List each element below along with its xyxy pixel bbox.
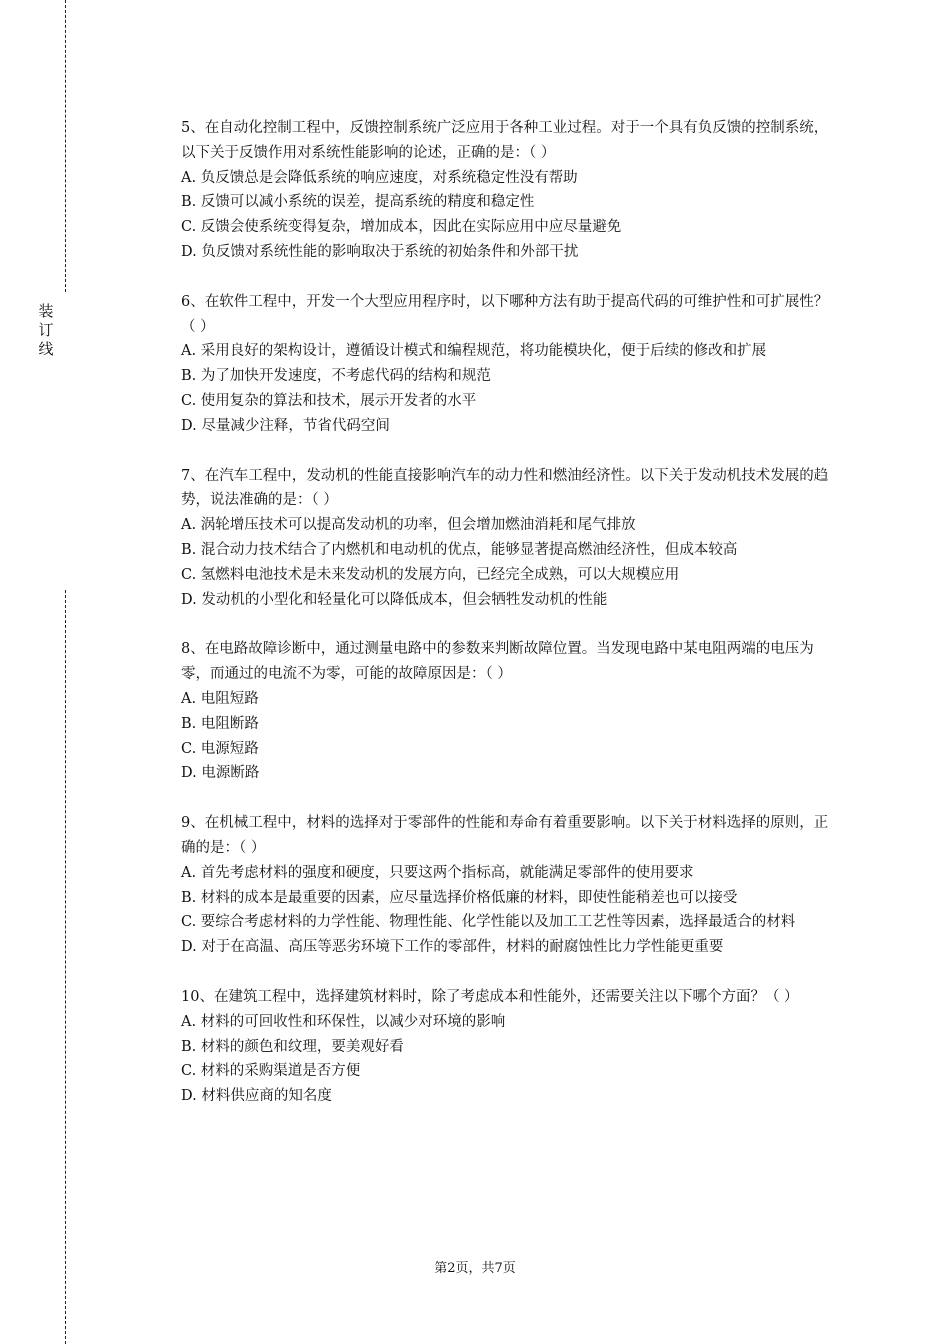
question-list <box>181 116 841 1134</box>
option-d: D. 尽量减少注释，节省代码空间 <box>181 417 390 434</box>
binding-dashed-line-top <box>65 0 66 292</box>
binding-char: 装 <box>38 302 54 320</box>
option-b: B. 反馈可以减小系统的误差，提高系统的精度和稳定性 <box>181 194 535 211</box>
question-6 <box>181 290 841 439</box>
option-a: A. 材料的可回收性和环保性，以减少对环境的影响 <box>181 1013 506 1030</box>
option-d: D. 对于在高温、高压等恶劣环境下工作的零部件，材料的耐腐蚀性比力学性能更重要 <box>181 939 724 956</box>
question-7 <box>181 464 841 613</box>
option-d: D. 负反馈对系统性能的影响取决于系统的初始条件和外部干扰 <box>181 243 579 260</box>
question-stem: 10、在建筑工程中，选择建筑材料时，除了考虑成本和性能外，还需要关注以下哪个方面？（ ） <box>181 988 799 1005</box>
option-a: A. 负反馈总是会降低系统的响应速度，对系统稳定性没有帮助 <box>181 169 578 186</box>
option-c: C. 反馈会使系统变得复杂，增加成本，因此在实际应用中应尽量避免 <box>181 219 622 236</box>
binding-dashed-line-bottom <box>65 590 66 1344</box>
option-c: C. 材料的采购渠道是否方便 <box>181 1063 361 1080</box>
option-b: B. 电阻断路 <box>181 715 259 732</box>
question-stem: 6、在软件工程中，开发一个大型应用程序时，以下哪种方法有助于提高代码的可维护性和可扩展性？（ ） <box>181 293 829 335</box>
option-c: C. 电源短路 <box>181 740 259 757</box>
option-a: A. 采用良好的架构设计，遵循设计模式和编程规范，将功能模块化，便于后续的修改和扩展 <box>181 343 767 360</box>
option-b: B. 材料的成本是最重要的因素，应尽量选择价格低廉的材料，即使性能稍差也可以接受 <box>181 889 738 906</box>
option-c: C. 氢燃料电池技术是未来发动机的发展方向，已经完全成熟，可以大规模应用 <box>181 566 680 583</box>
option-d: D. 电源断路 <box>181 765 260 782</box>
option-a: A. 电阻短路 <box>181 690 259 707</box>
binding-label <box>36 302 56 359</box>
option-c: C. 要综合考虑材料的力学性能、物理性能、化学性能以及加工工艺性等因素，选择最适合的材料 <box>181 914 796 931</box>
question-stem: 9、在机械工程中，材料的选择对于零部件的性能和寿命有着重要影响。以下关于材料选择的原则，正确的是：（ ） <box>181 815 829 856</box>
binding-char: 订 <box>38 321 54 339</box>
option-b: B. 材料的颜色和纹理，要美观好看 <box>181 1038 404 1055</box>
option-d: D. 材料供应商的知名度 <box>181 1088 332 1105</box>
question-stem: 7、在汽车工程中，发动机的性能直接影响汽车的动力性和燃油经济性。以下关于发动机技术发展的趋势，说法准确的是：（ ） <box>181 467 829 509</box>
binding-char: 线 <box>38 340 54 358</box>
question-9 <box>181 811 841 960</box>
question-8 <box>181 637 841 786</box>
option-a: A. 首先考虑材料的强度和硬度，只要这两个指标高，就能满足零部件的使用要求 <box>181 864 694 881</box>
option-b: B. 混合动力技术结合了内燃机和电动机的优点，能够显著提高燃油经济性，但成本较高 <box>181 541 738 558</box>
question-stem: 5、在自动化控制工程中，反馈控制系统广泛应用于各种工业过程。对于一个具有负反馈的控制系统，以下关于反馈作用对系统性能影响的论述，正确的是：（ ） <box>181 120 829 161</box>
page-number: 第2页，共7页 <box>434 1261 516 1276</box>
question-stem: 8、在电路故障诊断中，通过测量电路中的参数来判断故障位置。当发现电路中某电阻两端的电压为零，而通过的电流不为零，可能的故障原因是：（ ） <box>181 641 814 683</box>
option-d: D. 发动机的小型化和轻量化可以降低成本，但会牺牲发动机的性能 <box>181 591 608 608</box>
option-b: B. 为了加快开发速度，不考虑代码的结构和规范 <box>181 368 491 385</box>
question-10 <box>181 985 841 1109</box>
option-c: C. 使用复杂的算法和技术，展示开发者的水平 <box>181 392 477 409</box>
question-5 <box>181 116 841 265</box>
option-a: A. 涡轮增压技术可以提高发动机的功率，但会增加燃油消耗和尾气排放 <box>181 517 636 534</box>
